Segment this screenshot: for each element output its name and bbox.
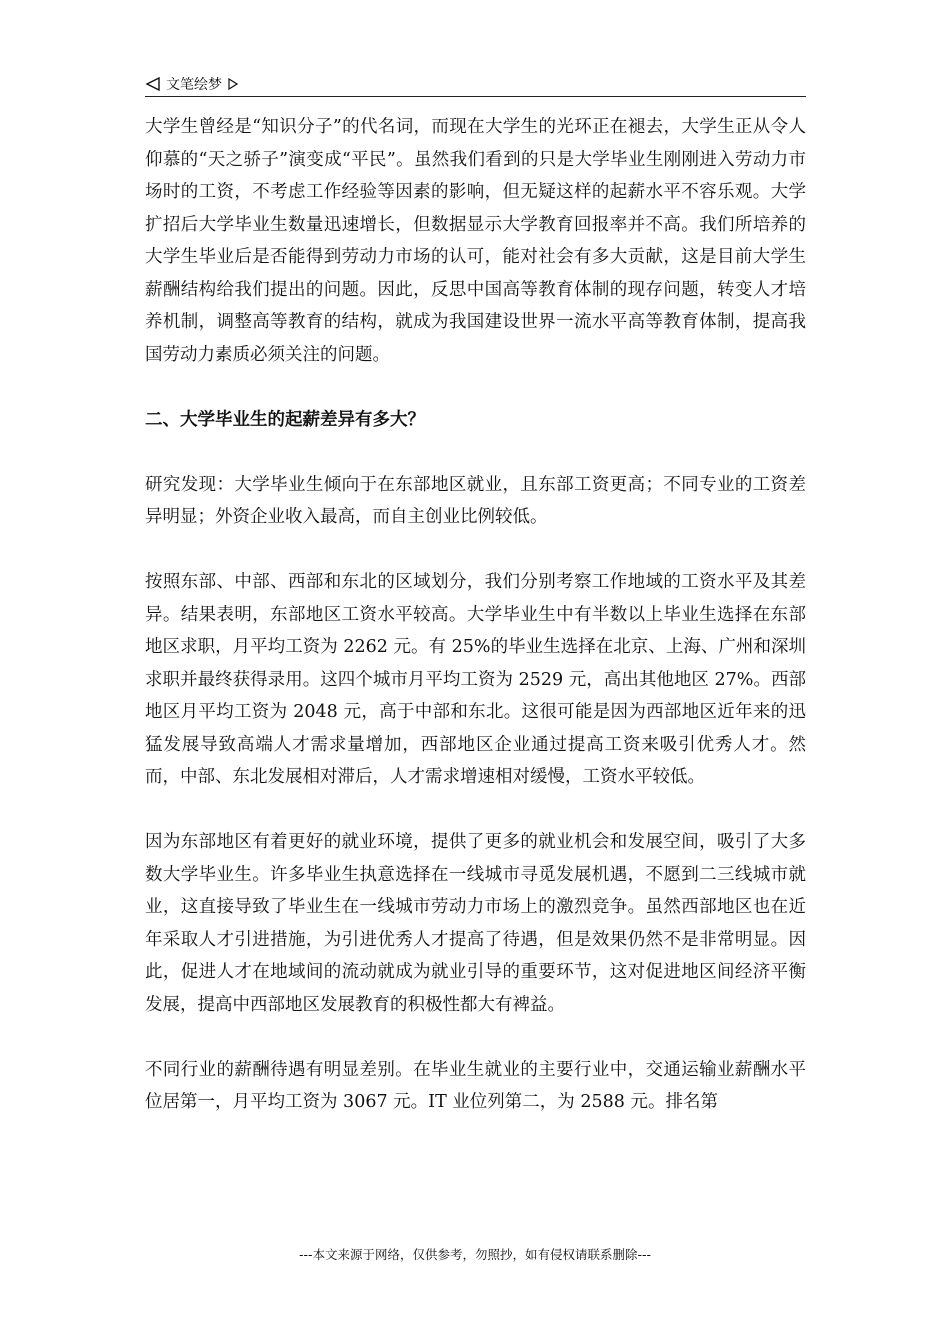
section-heading: 二、大学毕业生的起薪差异有多大？ bbox=[145, 409, 425, 430]
paragraph-east: 因为东部地区有着更好的就业环境，提供了更多的就业机会和发展空间，吸引了大多数大学毕业生。许多毕业生执意选择在一线城市寻觅发展机遇，不愿到二三线城市就业，这直接导致了毕业生在一线城市劳动力市场上的激烈竞争。虽然西部地区也在近年采取人才引进措施，为引进优秀人才提高了待遇，但是效果仍然不是非常明显。因此，促进人才在地域间的流动就成为就业引导的重要环节，这对促进地区间经济平衡发展，提高中西部地区发展教育的积极性都大有裨益。 bbox=[145, 832, 806, 1015]
paragraph-findings: 研究发现：大学毕业生倾向于在东部地区就业，且东部工资更高；不同专业的工资差异明显；外资企业收入最高，而自主创业比例较低。 bbox=[145, 474, 806, 527]
footer-disclaimer: ---本文来源于网络，仅供参考，勿照抄，如有侵权请联系删除--- bbox=[298, 1247, 652, 1262]
paragraph-intro: 大学生曾经是“知识分子”的代名词，而现在大学生的光环正在褪去，大学生正从令人仰慕的“天之骄子”演变成“平民”。虽然我们看到的只是大学毕业生刚刚进入劳动力市场时的工资，不考虑工作经验等因素的影响，但无疑这样的起薪水平不容乐观。大学扩招后大学毕业生数量迅速增长，但数据显示大学教育回报率并不高。我们所培养的大学生毕业后是否能得到劳动力市场的认可，能对社会有多大贡献，这是目前大学生薪酬结构给我们提出的问题。因此，反思中国高等教育体制的现存问题，转变人才培养机制，调整高等教育的结构，就成为我国建设世界一流水平高等教育体制，提高我国劳动力素质必须关注的问题。 bbox=[145, 117, 806, 365]
triangle-right-icon bbox=[228, 78, 238, 90]
header-title: 文笔绘梦 bbox=[166, 77, 222, 93]
document-body bbox=[145, 111, 806, 1151]
page-header bbox=[145, 70, 806, 97]
paragraph-regions: 按照东部、中部、西部和东北的区域划分，我们分别考察工作地域的工资水平及其差异。结果表明，东部地区工资水平较高。大学毕业生中有半数以上毕业生选择在东部地区求职，月平均工资为 2262 元。有 25%的毕业生选择在北京、上海、广州和深圳求职并最终获得录用。这四个城市月平均工资为 2529 元，高出其他地区 27%。西部地区月平均工资为 2048 元，高于中部和东北。这很可能是因为西部地区近年来的迅猛发展导致高端人才需求量增加，西部地区企业通过提高工资来吸引优秀人才。然而，中部、东北发展相对滞后，人才需求增速相对缓慢，工资水平较低。 bbox=[145, 572, 806, 787]
triangle-left-icon bbox=[145, 76, 161, 92]
paragraph-industries: 不同行业的薪酬待遇有明显差别。在毕业生就业的主要行业中，交通运输业薪酬水平位居第一，月平均工资为 3067 元。IT 业位列第二，为 2588 元。排名第 bbox=[145, 1059, 806, 1112]
header-brand bbox=[145, 74, 238, 94]
